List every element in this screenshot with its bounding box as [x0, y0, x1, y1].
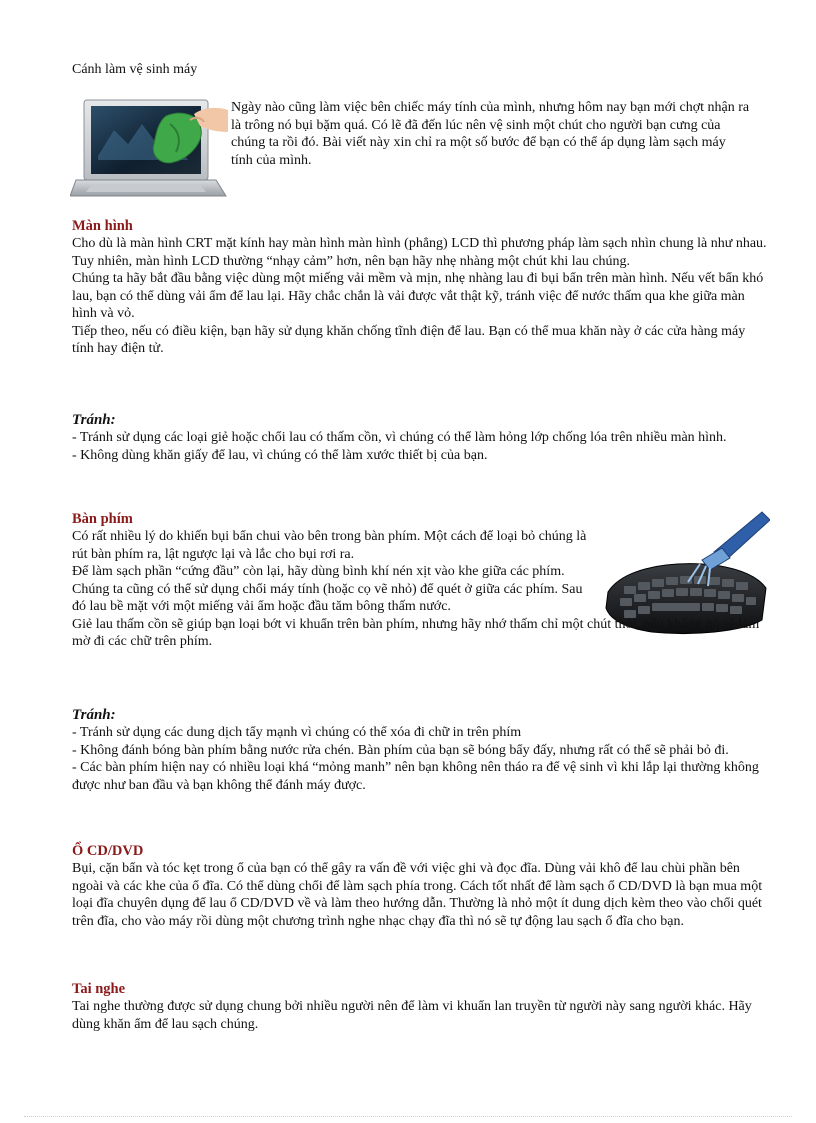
section-heading-headphones: Tai nghe	[72, 981, 126, 997]
screen-avoid-block	[72, 411, 768, 464]
section-heading-screen: Màn hình	[72, 218, 133, 234]
section-heading-keyboard: Bàn phím	[72, 511, 133, 527]
avoid-item: - Không dùng khăn giấy để lau, vì chúng có thể làm xước thiết bị của bạn.	[72, 447, 488, 463]
section-cd-dvd	[72, 842, 768, 930]
keyboard-paragraph-3: Chúng ta cũng có thể sử dụng chổi máy tính (hoặc cọ vẽ nhỏ) để quét ở giữa các phím. Sau đó lau bề mặt với một miếng vải ẩm hoặc đầu tăm bông thấm nước.	[72, 581, 583, 614]
avoid-label: Tránh:	[72, 707, 116, 723]
avoid-item: - Tránh sử dụng các dung dịch tẩy mạnh vì chúng có thể xóa đi chữ in trên phím	[72, 725, 522, 740]
headphones-paragraph: Tai nghe thường được sử dụng chung bởi nhiều người nên để làm vi khuẩn lan truyền từ người này sang người khác. Hãy dùng khăn ẩm để lau sạch chúng.	[72, 999, 752, 1032]
laptop-cleaning-image	[70, 96, 228, 208]
keyboard-paragraph-4: Giẻ lau thấm cồn sẽ giúp bạn loại bớt vi khuẩn trên bàn phím, nhưng hãy nhớ thấm chỉ một chút thôi, nếu không nó sẽ làm mờ đi các chữ trên phím.	[72, 616, 760, 649]
screen-paragraph-1: Cho dù là màn hình CRT mặt kính hay màn hình màn hình (phẳng) LCD thì phương pháp làm sạch nhìn chung là như nhau. Tuy nhiên, màn hình LCD thường “nhạy cảm” hơn, nên bạn hãy nhẹ nhàng một chút khi lau chúng.	[72, 236, 767, 269]
section-screen	[72, 217, 768, 358]
screen-paragraph-3: Tiếp theo, nếu có điều kiện, bạn hãy sử dụng khăn chống tĩnh điện để lau. Bạn có thể mua khăn này ở các cửa hàng máy tính hay điện tử.	[72, 323, 746, 356]
screen-paragraph-2: Chúng ta hãy bắt đầu bằng việc dùng một miếng vải mềm và mịn, nhẹ nhàng lau đi bụi bẩn trên màn hình. Nếu vết bẩn khó lau, bạn có thể dùng vải ẩm để lau lại. Hãy chắc chắn là vải được vắt thật kỹ, tránh việc để nước thấm qua khe giữa màn hình và vỏ.	[72, 271, 764, 321]
section-keyboard	[72, 510, 768, 651]
section-headphones	[72, 980, 768, 1033]
keyboard-paragraph-2: Để làm sạch phần “cứng đầu” còn lại, hãy dùng bình khí nén xịt vào khe giữa các phím.	[72, 564, 565, 579]
document-title: Cánh làm vệ sinh máy	[72, 62, 198, 77]
avoid-item: - Không đánh bóng bàn phím bằng nước rửa chén. Bàn phím của bạn sẽ bóng bẩy đấy, nhưng rất có thể sẽ phải bỏ đi.	[72, 742, 729, 758]
avoid-item: - Tránh sử dụng các loại giẻ hoặc chổi lau có thấm cồn, vì chúng có thể làm hỏng lớp chống lóa trên nhiều màn hình.	[72, 430, 727, 445]
page-bottom-divider	[24, 1116, 792, 1117]
keyboard-paragraph-1: Có rất nhiều lý do khiến bụi bẩn chui vào bên trong bàn phím. Một cách để loại bỏ chúng là rút bàn phím ra, lật ngược lại và lắc cho bụi rơi ra.	[72, 529, 587, 562]
intro-paragraph: Ngày nào cũng làm việc bên chiếc máy tính của mình, nhưng hôm nay bạn mới chợt nhận ra là trông nó bụi bặm quá. Có lẽ đã đến lúc nên vệ sinh một chút cho người bạn cưng của chúng ta rồi đó. Bài viết này xin chỉ ra một số bước để bạn có thể áp dụng làm sạch máy tính của mình.	[231, 100, 750, 168]
keyboard-avoid-block	[72, 706, 768, 794]
cd-dvd-paragraph: Bụi, cặn bẩn và tóc kẹt trong ổ của bạn có thể gây ra vấn đề với việc ghi và đọc đĩa. Dùng vải khô để lau chùi phần bên ngoài và các khe của ổ đĩa. Có thể dùng chổi để làm sạch phía trong. Cách tốt nhất để làm sạch ổ CD/DVD là bạn mua một loại đĩa chuyên dụng để lau ổ CD/DVD về và làm theo hướng dẫn. Thường là nhỏ một ít dung dịch kèm theo vào chổi quét trên đĩa, cho vào máy rồi dùng một chương trình nghe nhạc chạy đĩa thì nó sẽ tự động lau sạch ổ đĩa cho bạn.	[72, 861, 763, 929]
avoid-item: - Các bàn phím hiện nay có nhiều loại khá “mỏng manh” nên bạn không nên tháo ra để vệ sinh vì khi lắp lại thường không được như ban đầu và bạn không thể đánh máy được.	[72, 760, 759, 793]
section-heading-cd-dvd: Ổ CD/DVD	[72, 843, 144, 859]
avoid-label: Tránh:	[72, 412, 116, 428]
